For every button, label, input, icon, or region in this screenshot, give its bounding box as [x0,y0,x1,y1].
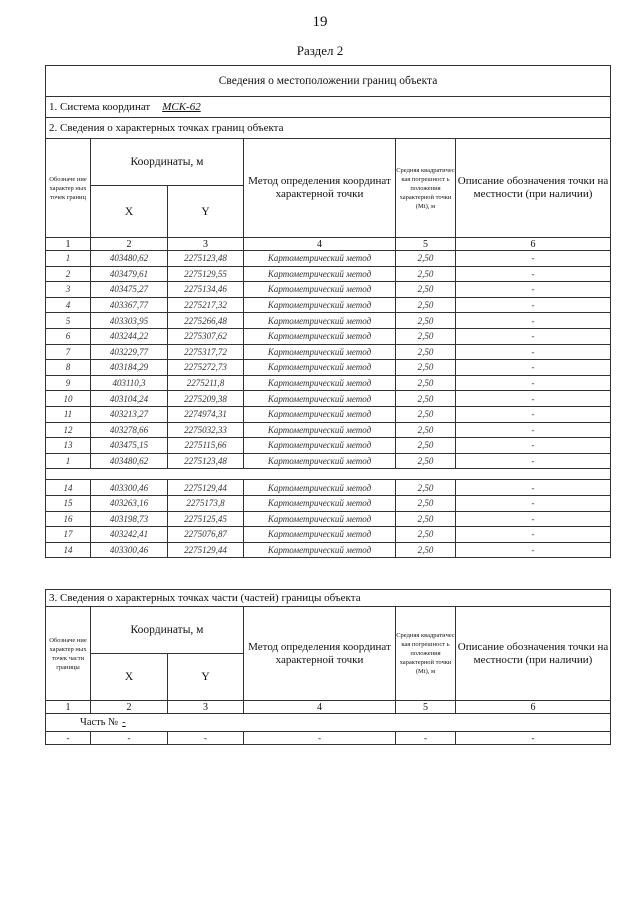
point-number-cell: 16 [46,511,91,527]
contour-2-rows [46,480,611,558]
x-coordinate-cell: 403198,73 [91,511,168,527]
col-num-3: 3 [168,701,244,714]
table-row [46,453,611,469]
part-label: Часть № [80,717,119,728]
method-cell: Картометрический метод [244,542,396,558]
method-cell: Картометрический метод [244,453,396,469]
x-coordinate-cell: 403475,27 [91,282,168,298]
point-number-cell: 7 [46,344,91,360]
x-coordinate-cell: 403300,46 [91,480,168,496]
description-cell: - [456,282,611,298]
coord-system-value: МСК-62 [162,101,201,113]
y-coordinate-cell: 2275209,38 [168,391,244,407]
point-number-cell: 8 [46,360,91,376]
point-number-cell: 4 [46,297,91,313]
x-coordinate-cell: 403110,3 [91,375,168,391]
x-coordinate-cell: 403367,77 [91,297,168,313]
method-cell: Картометрический метод [244,251,396,267]
accuracy-cell: 2,50 [396,391,456,407]
point-number-cell: 10 [46,391,91,407]
y-coordinate-cell: 2275134,46 [168,282,244,298]
x-coordinate-cell: 403278,66 [91,422,168,438]
description-cell: - [456,251,611,267]
description-cell: - [456,480,611,496]
table-row [46,360,611,376]
accuracy-cell: 2,50 [396,360,456,376]
header-method: Метод определения координат характерной точки [244,139,396,238]
method-cell: Картометрический метод [244,360,396,376]
method-cell: Картометрический метод [244,375,396,391]
boundary-points-table [45,65,611,558]
x-coordinate-cell: 403244,22 [91,328,168,344]
method-cell: Картометрический метод [244,282,396,298]
header-point-name-part: Обозначе ние характер ных точек части границы [46,607,91,701]
col-num-6: 6 [456,238,611,251]
empty-cell: - [456,732,611,745]
method-cell: Картометрический метод [244,297,396,313]
y-coordinate-cell: 2275272,73 [168,360,244,376]
y-coordinate-cell: 2275115,66 [168,438,244,454]
method-cell: Картометрический метод [244,266,396,282]
header-y-part: Y [168,654,244,701]
x-coordinate-cell: 403480,62 [91,453,168,469]
header-coords-part: Координаты, м [91,607,244,654]
part-number-value: - [122,717,126,728]
y-coordinate-cell: 2275173,8 [168,495,244,511]
accuracy-cell: 2,50 [396,251,456,267]
accuracy-cell: 2,50 [396,375,456,391]
table-row [46,375,611,391]
point-number-cell: 15 [46,495,91,511]
accuracy-cell: 2,50 [396,266,456,282]
col-num-5: 5 [396,238,456,251]
col-num-2: 2 [91,238,168,251]
header-x: X [91,186,168,238]
y-coordinate-cell: 2275129,44 [168,542,244,558]
y-coordinate-cell: 2275032,33 [168,422,244,438]
coord-system-label: 1. Система координат [49,101,151,113]
part-number-row [46,714,611,732]
accuracy-cell: 2,50 [396,297,456,313]
y-coordinate-cell: 2275129,55 [168,266,244,282]
accuracy-cell: 2,50 [396,344,456,360]
point-number-cell: 12 [46,422,91,438]
point-number-cell: 13 [46,438,91,454]
col-num-1: 1 [46,238,91,251]
method-cell: Картометрический метод [244,495,396,511]
accuracy-cell: 2,50 [396,422,456,438]
x-coordinate-cell: 403229,77 [91,344,168,360]
y-coordinate-cell: 2275307,62 [168,328,244,344]
header-description-part: Описание обозначения точки на местности (при наличии) [456,607,611,701]
point-number-cell: 17 [46,527,91,543]
table-row [46,527,611,543]
method-cell: Картометрический метод [244,422,396,438]
y-coordinate-cell: 2275317,72 [168,344,244,360]
accuracy-cell: 2,50 [396,542,456,558]
method-cell: Картометрический метод [244,391,396,407]
table-row [46,391,611,407]
x-coordinate-cell: 403303,95 [91,313,168,329]
description-cell: - [456,266,611,282]
accuracy-cell: 2,50 [396,406,456,422]
main-title: Сведения о местоположении границ объекта [46,66,611,97]
section3-title: 3. Сведения о характерных точках части (частей) границы объекта [46,590,611,607]
table-row [46,282,611,298]
method-cell: Картометрический метод [244,527,396,543]
point-number-cell: 6 [46,328,91,344]
point-number-cell: 11 [46,406,91,422]
accuracy-cell: 2,50 [396,282,456,298]
separator-cell [46,469,611,480]
col-num-6: 6 [456,701,611,714]
description-cell: - [456,542,611,558]
point-number-cell: 3 [46,282,91,298]
header-point-name: Обозначе ние характер ных точек границ [46,139,91,238]
header-y: Y [168,186,244,238]
empty-cell: - [91,732,168,745]
header-accuracy-part: Средняя квадратичес кая погрешност ь положения характерной точки (Mt), м [396,607,456,701]
page-number: 19 [312,14,328,30]
col-num-1: 1 [46,701,91,714]
x-coordinate-cell: 403213,27 [91,406,168,422]
header-description: Описание обозначения точки на местности (при наличии) [456,139,611,238]
description-cell: - [456,328,611,344]
table-row [46,313,611,329]
table-row [46,297,611,313]
contour-1-rows [46,251,611,469]
y-coordinate-cell: 2275211,8 [168,375,244,391]
table-row [46,406,611,422]
table-row [46,495,611,511]
x-coordinate-cell: 403300,46 [91,542,168,558]
x-coordinate-cell: 403104,24 [91,391,168,407]
accuracy-cell: 2,50 [396,313,456,329]
table-row [46,511,611,527]
point-number-cell: 1 [46,251,91,267]
point-number-cell: 5 [46,313,91,329]
accuracy-cell: 2,50 [396,527,456,543]
y-coordinate-cell: 2275266,48 [168,313,244,329]
section-title: Раздел 2 [296,43,344,58]
y-coordinate-cell: 2275076,87 [168,527,244,543]
col-num-3: 3 [168,238,244,251]
description-cell: - [456,422,611,438]
method-cell: Картометрический метод [244,313,396,329]
method-cell: Картометрический метод [244,438,396,454]
col-num-2: 2 [91,701,168,714]
section2-title: 2. Сведения о характерных точках границ объекта [46,118,611,139]
table-row [46,542,611,558]
method-cell: Картометрический метод [244,344,396,360]
empty-cell: - [168,732,244,745]
accuracy-cell: 2,50 [396,511,456,527]
header-x-part: X [91,654,168,701]
description-cell: - [456,313,611,329]
point-number-cell: 14 [46,480,91,496]
table-row [46,438,611,454]
method-cell: Картометрический метод [244,406,396,422]
empty-cell: - [46,732,91,745]
y-coordinate-cell: 2275123,48 [168,453,244,469]
empty-cell: - [244,732,396,745]
y-coordinate-cell: 2275129,44 [168,480,244,496]
description-cell: - [456,406,611,422]
description-cell: - [456,438,611,454]
y-coordinate-cell: 2274974,31 [168,406,244,422]
table-row [46,480,611,496]
col-num-5: 5 [396,701,456,714]
col-num-4: 4 [244,701,396,714]
point-number-cell: 14 [46,542,91,558]
accuracy-cell: 2,50 [396,453,456,469]
point-number-cell: 9 [46,375,91,391]
accuracy-cell: 2,50 [396,328,456,344]
accuracy-cell: 2,50 [396,495,456,511]
header-method-part: Метод определения координат характерной точки [244,607,396,701]
table-row [46,328,611,344]
description-cell: - [456,527,611,543]
header-coords: Координаты, м [91,139,244,186]
part-empty-row [46,732,611,745]
table-row [46,266,611,282]
point-number-cell: 2 [46,266,91,282]
x-coordinate-cell: 403263,16 [91,495,168,511]
contour-separator [46,469,611,480]
column-numbers-row-part [46,701,611,714]
x-coordinate-cell: 403479,61 [91,266,168,282]
description-cell: - [456,511,611,527]
part-points-table [45,589,611,745]
table-row [46,422,611,438]
description-cell: - [456,344,611,360]
x-coordinate-cell: 403242,41 [91,527,168,543]
method-cell: Картометрический метод [244,328,396,344]
col-num-4: 4 [244,238,396,251]
description-cell: - [456,391,611,407]
description-cell: - [456,297,611,313]
description-cell: - [456,453,611,469]
y-coordinate-cell: 2275217,32 [168,297,244,313]
accuracy-cell: 2,50 [396,480,456,496]
x-coordinate-cell: 403475,15 [91,438,168,454]
description-cell: - [456,375,611,391]
x-coordinate-cell: 403480,62 [91,251,168,267]
method-cell: Картометрический метод [244,480,396,496]
column-numbers-row [46,238,611,251]
header-accuracy: Средняя квадратичес кая погрешност ь положения характерной точки (Mt), м [396,139,456,238]
description-cell: - [456,495,611,511]
y-coordinate-cell: 2275125,45 [168,511,244,527]
empty-cell: - [396,732,456,745]
accuracy-cell: 2,50 [396,438,456,454]
coord-system-row [46,97,611,118]
table-row [46,251,611,267]
x-coordinate-cell: 403184,29 [91,360,168,376]
y-coordinate-cell: 2275123,48 [168,251,244,267]
description-cell: - [456,360,611,376]
point-number-cell: 1 [46,453,91,469]
method-cell: Картометрический метод [244,511,396,527]
table-row [46,344,611,360]
